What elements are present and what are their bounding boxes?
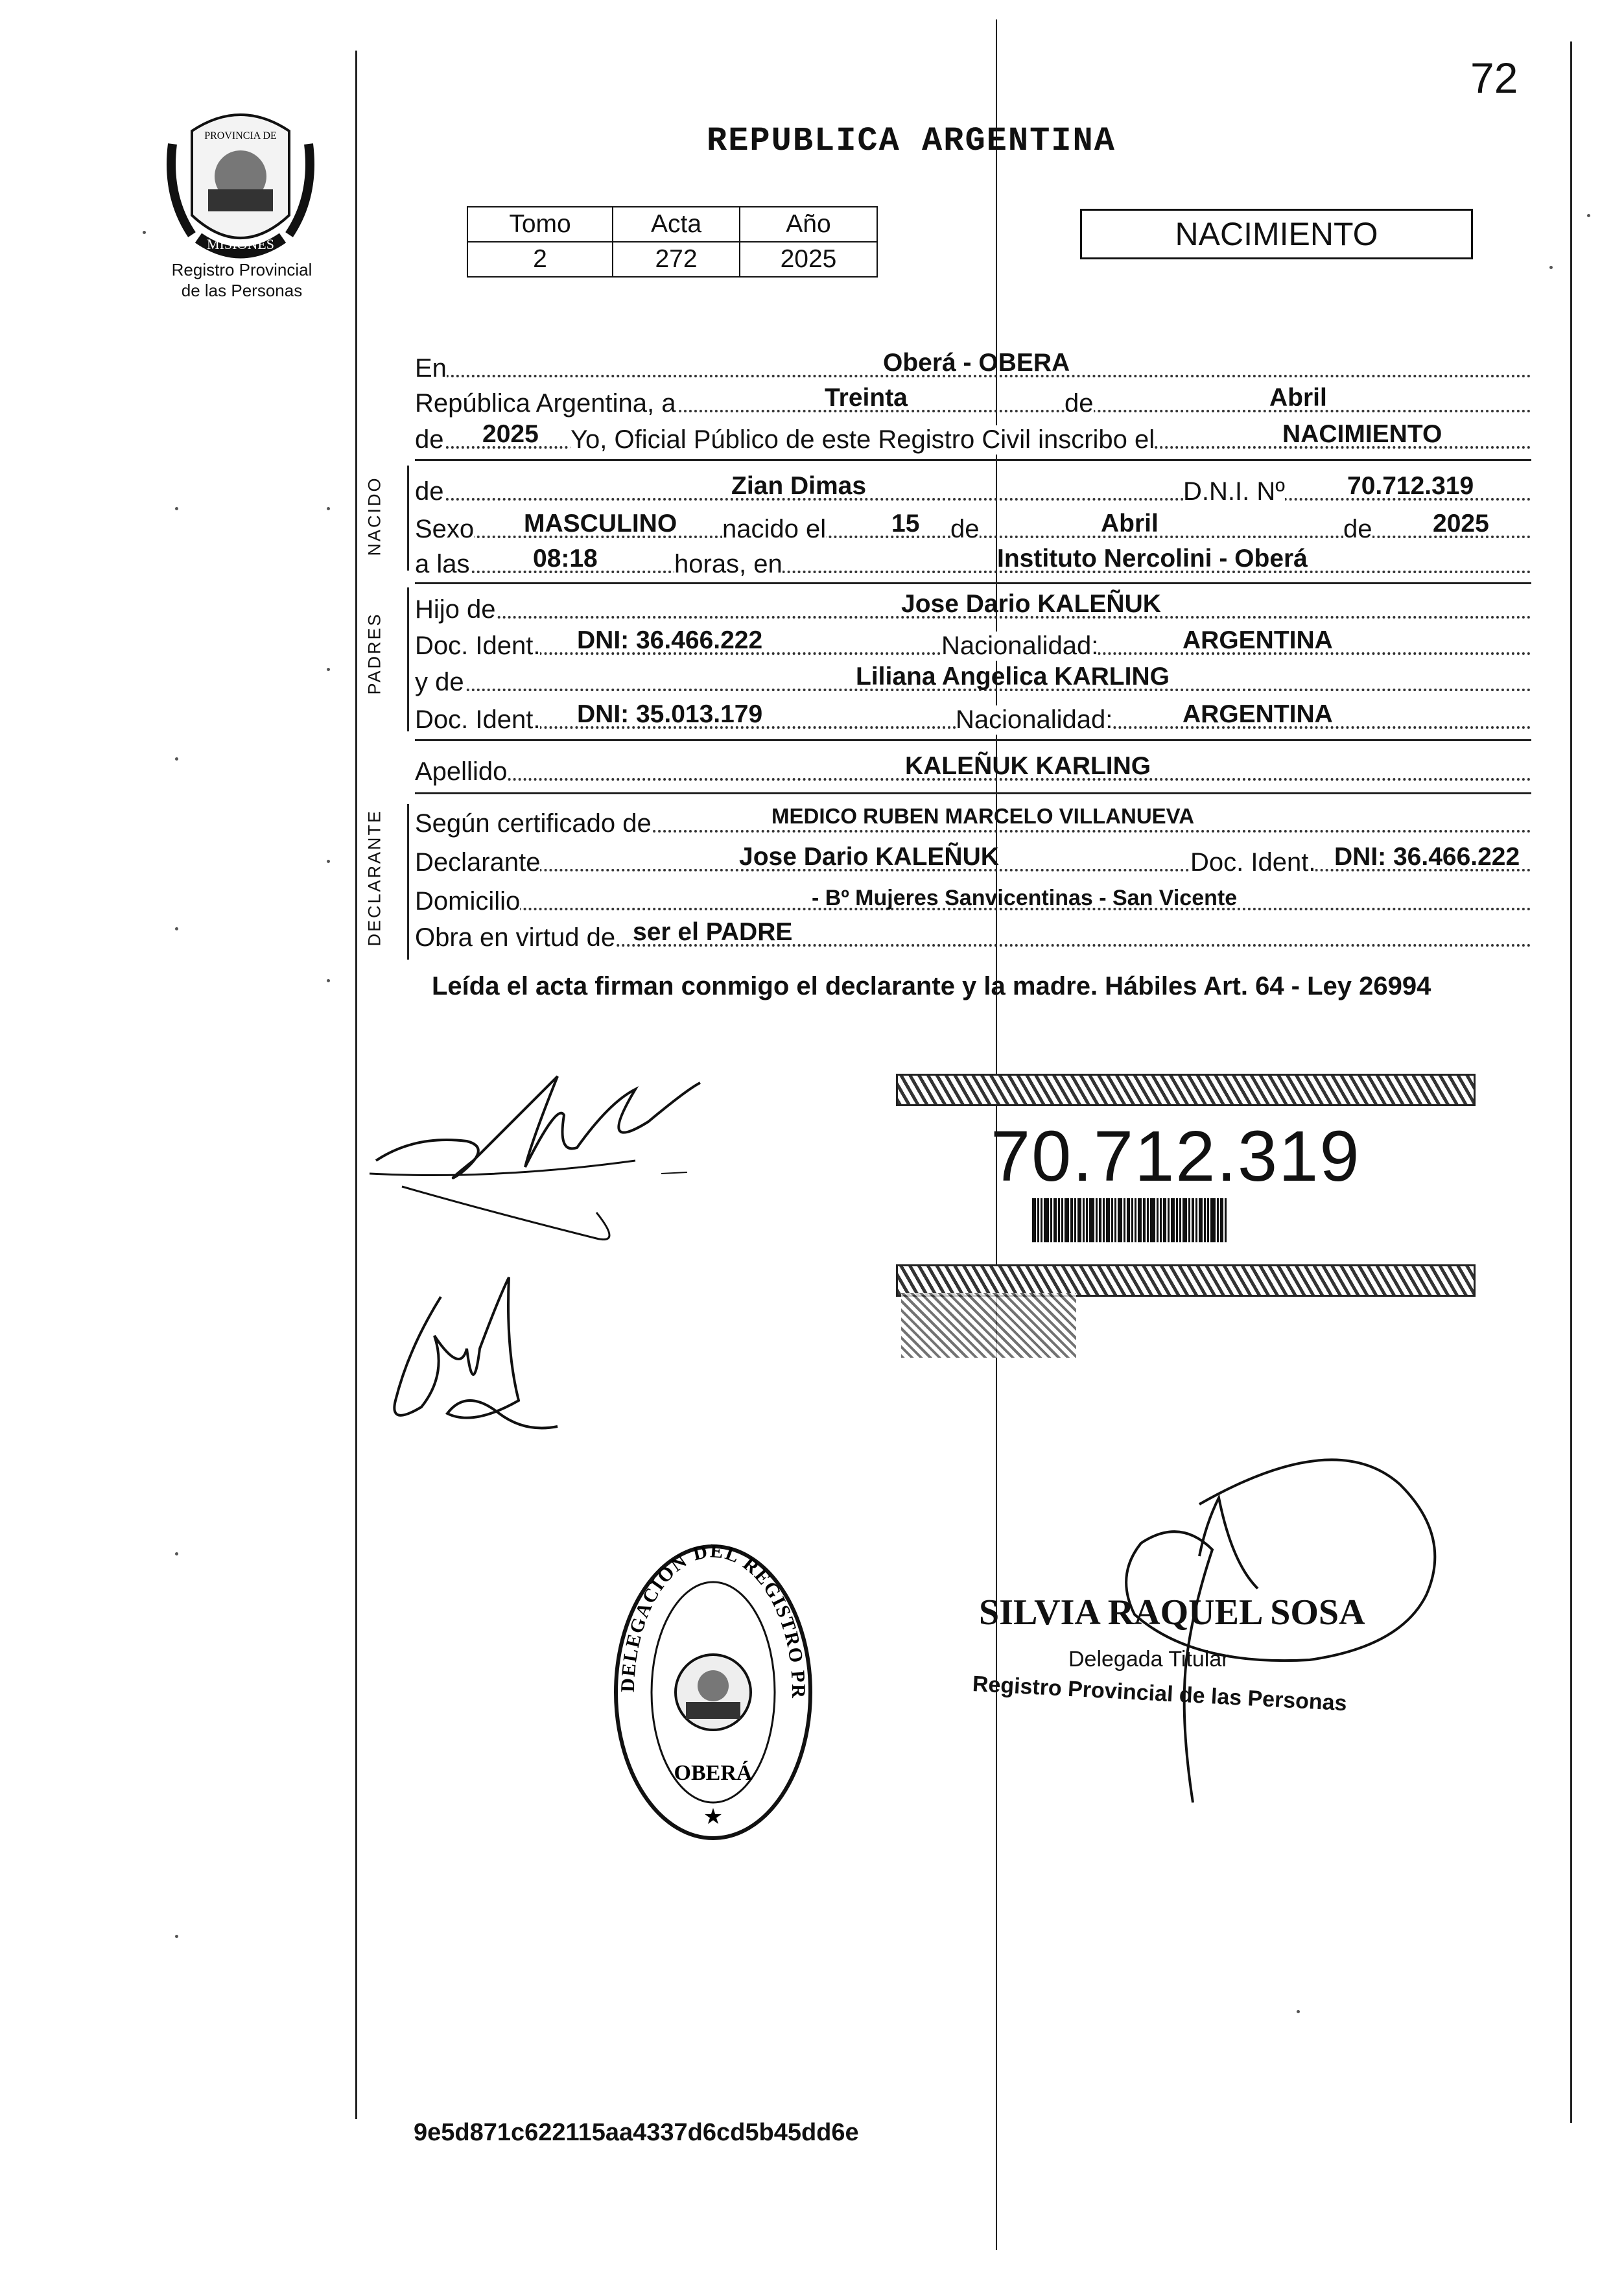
row-nacido-name: de Zian Dimas D.N.I. Nº 70.712.319 (415, 472, 1531, 504)
official-signature (1063, 1446, 1478, 1822)
svg-text:★: ★ (703, 1804, 724, 1829)
row-certificado: Según certificado de MEDICO RUBEN MARCELO VILLANUEVA (415, 804, 1531, 836)
row-father: Hijo de Jose Dario KALEÑUK (415, 590, 1531, 622)
document-title: REPUBLICA ARGENTINA (707, 122, 1116, 160)
official-seal (609, 1540, 817, 1845)
security-band-bottom (896, 1264, 1476, 1297)
svg-text:PROVINCIA DE: PROVINCIA DE (204, 130, 277, 141)
signatory-office: Registro Provincial de las Personas (972, 1672, 1348, 1716)
acta-value: 272 (613, 242, 740, 277)
security-band-top (896, 1074, 1476, 1106)
svg-text:OBERÁ: OBERÁ (674, 1761, 753, 1785)
row-obra: Obra en virtud de ser el PADRE (415, 918, 1531, 951)
closing-statement: Leída el acta firman conmigo el declarante y la madre. Hábiles Art. 64 - Ley 26994 (432, 972, 1431, 1000)
svg-text:DELEGACION DEL REGISTRO PROVIN: DELEGACION DEL REGISTRO PR (617, 1540, 810, 1699)
row-republica: República Argentina, a Treinta de Abril (415, 384, 1531, 416)
stamp-number: 70.712.319 (991, 1117, 1361, 1196)
section-declarante: DECLARANTE (364, 809, 384, 947)
record-type-box: NACIMIENTO (1080, 209, 1473, 259)
province-crest (153, 105, 328, 267)
signatory-role: Delegada Titular (1068, 1647, 1229, 1672)
row-en: En Oberá - OBERA (415, 349, 1531, 381)
acta-header: Acta (613, 207, 740, 242)
right-border-line (1570, 41, 1572, 2123)
row-mother: y de Liliana Angelica KARLING (415, 663, 1531, 695)
document-hash: 9e5d871c622115aa4337d6cd5b45dd6e (414, 2119, 859, 2146)
row-registro: de 2025 Yo, Oficial Público de este Registro Civil inscribo el NACIMIENTO (415, 420, 1531, 453)
row-hora: a las 08:18 horas, en Instituto Nercolini - Oberá (415, 545, 1531, 577)
signatory-name: SILVIA RAQUEL SOSA (979, 1592, 1365, 1633)
row-father-doc: Doc. Ident. DNI: 36.466.222 Nacionalidad: ARGENTINA (415, 626, 1531, 659)
tomo-header: Tomo (467, 207, 613, 242)
section-padres: PADRES (364, 612, 384, 695)
mother-signature (370, 1271, 577, 1452)
tomo-acta-table (467, 206, 878, 278)
registry-label: Registro Provincial de las Personas (171, 260, 312, 300)
barcode (1032, 1198, 1332, 1242)
row-declarante: Declarante Jose Dario KALEÑUK Doc. Ident. DNI: 36.466.222 (415, 843, 1531, 875)
row-mother-doc: Doc. Ident. DNI: 35.013.179 Nacionalidad: ARGENTINA (415, 700, 1531, 733)
section-nacido: NACIDO (364, 476, 384, 556)
security-pattern (901, 1293, 1076, 1358)
declarant-signature (363, 1063, 726, 1251)
row-apellido: Apellido KALEÑUK KARLING (415, 752, 1531, 785)
row-domicilio: Domicilio - Bº Mujeres Sanvicentinas - San Vicente (415, 882, 1531, 914)
row-sexo: Sexo MASCULINO nacido el 15 de Abril de 2025 (415, 510, 1531, 542)
tomo-value: 2 (467, 242, 613, 277)
page-number: 72 (1470, 54, 1518, 102)
anio-value: 2025 (740, 242, 877, 277)
svg-text:MISIONES: MISIONES (207, 236, 274, 252)
left-border-line (355, 51, 357, 2119)
anio-header: Año (740, 207, 877, 242)
